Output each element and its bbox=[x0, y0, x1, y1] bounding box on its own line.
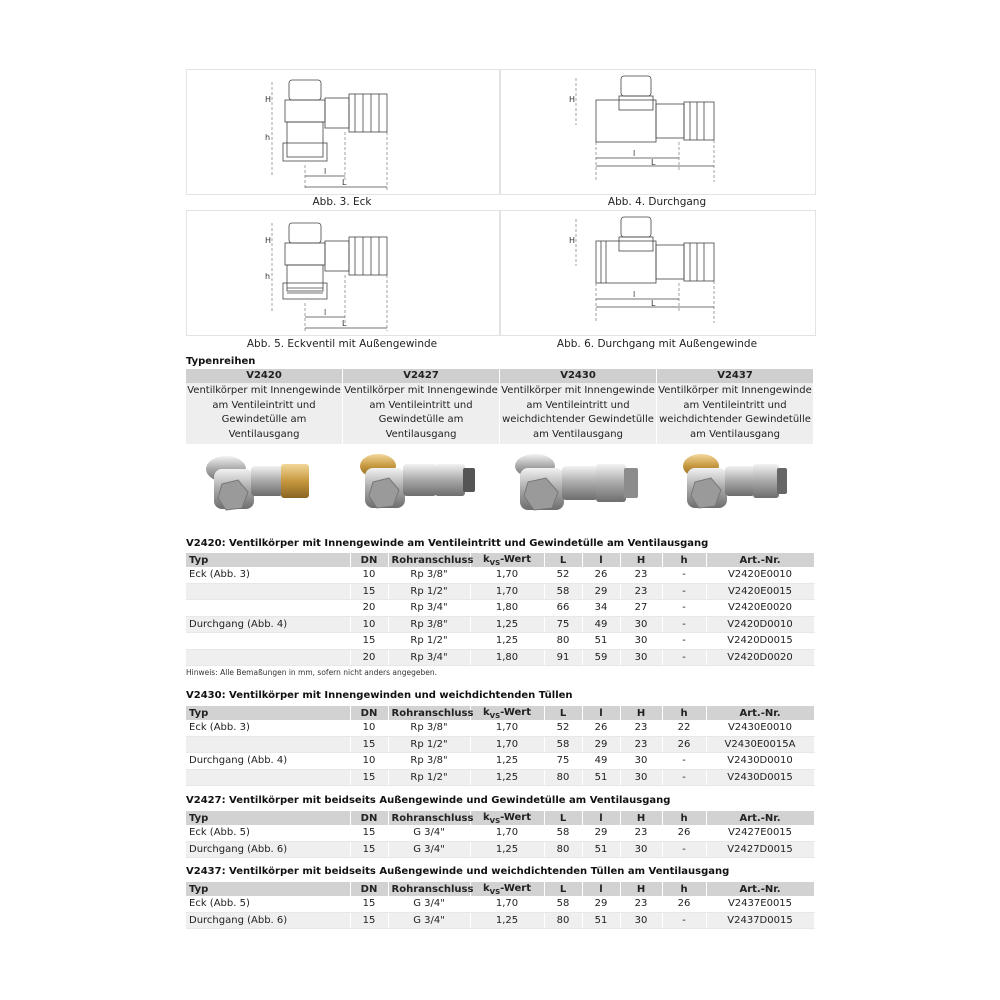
table-row bbox=[186, 736, 814, 753]
desc-line: Ventilausgang bbox=[228, 428, 300, 440]
cell-artnr: V2427E0015 bbox=[706, 825, 814, 841]
cell-h: - bbox=[662, 616, 706, 633]
cell-l: 29 bbox=[582, 736, 620, 753]
desc-line: Ventilkörper mit Innengewinde bbox=[344, 385, 498, 396]
dim-l-label: l bbox=[633, 149, 636, 158]
col-header-H: H bbox=[620, 706, 662, 720]
series-description bbox=[657, 383, 814, 444]
cell-artnr: V2437D0015 bbox=[706, 912, 814, 929]
cell-H: 23 bbox=[620, 567, 662, 583]
kvs-k: k bbox=[483, 882, 490, 894]
angle-valve-external-thread-drawing bbox=[187, 211, 499, 335]
cell-h: 26 bbox=[662, 896, 706, 912]
cell-rohranschluss: Rp 3/8" bbox=[388, 720, 470, 736]
col-header-dn: DN bbox=[350, 882, 388, 896]
cell-typ: Durchgang (Abb. 6) bbox=[186, 841, 350, 858]
cell-artnr: V2420E0020 bbox=[706, 600, 814, 617]
kvs-k: k bbox=[483, 811, 490, 823]
col-header-L: L bbox=[544, 882, 582, 896]
cell-dn: 20 bbox=[350, 649, 388, 666]
table-header-row bbox=[186, 706, 814, 720]
cell-h: - bbox=[662, 633, 706, 650]
table-title-v2430: V2430: Ventilkörper mit Innengewinden und weichdichtenden Tüllen bbox=[186, 690, 573, 701]
data-table-v2420 bbox=[186, 553, 815, 666]
cell-typ: Eck (Abb. 5) bbox=[186, 825, 350, 841]
table-row bbox=[186, 753, 814, 770]
cell-h: - bbox=[662, 912, 706, 929]
cell-rohranschluss: Rp 3/8" bbox=[388, 616, 470, 633]
desc-line: Gewindetülle am bbox=[221, 414, 307, 425]
col-header-artnr: Art.-Nr. bbox=[706, 811, 814, 825]
cell-rohranschluss: G 3/4" bbox=[388, 912, 470, 929]
col-header-H: H bbox=[620, 553, 662, 567]
cell-l: 49 bbox=[582, 753, 620, 770]
series-code: V2437 bbox=[657, 369, 814, 383]
series-column bbox=[657, 369, 814, 529]
cell-typ: Durchgang (Abb. 4) bbox=[186, 616, 350, 633]
series-column bbox=[343, 369, 500, 529]
cell-artnr: V2420E0015 bbox=[706, 583, 814, 600]
figure-abb6 bbox=[500, 210, 816, 336]
desc-line: am Ventileintritt und bbox=[526, 399, 630, 411]
col-header-l: l bbox=[582, 811, 620, 825]
table-header-row bbox=[186, 811, 814, 825]
cell-dn: 10 bbox=[350, 616, 388, 633]
cell-L: 91 bbox=[544, 649, 582, 666]
cell-typ bbox=[186, 649, 350, 666]
desc-line: Gewindetülle am bbox=[378, 414, 464, 425]
cell-dn: 15 bbox=[350, 896, 388, 912]
dim-H-label: H bbox=[265, 95, 272, 104]
cell-kvs: 1,80 bbox=[470, 649, 544, 666]
valve-photo-v2437 bbox=[657, 444, 814, 529]
series-description bbox=[500, 383, 657, 444]
cell-dn: 15 bbox=[350, 841, 388, 858]
cell-rohranschluss: Rp 3/8" bbox=[388, 567, 470, 583]
table-row bbox=[186, 633, 814, 650]
note: Hinweis: Alle Bemaßungen in mm, sofern nicht anders angegeben. bbox=[186, 668, 438, 677]
cell-L: 75 bbox=[544, 753, 582, 770]
caption-abb5: Abb. 5. Eckventil mit Außengewinde bbox=[246, 338, 438, 350]
typenreihen-title: Typenreihen bbox=[186, 356, 256, 367]
cell-L: 66 bbox=[544, 600, 582, 617]
cell-artnr: V2430E0010 bbox=[706, 720, 814, 736]
cell-L: 52 bbox=[544, 720, 582, 736]
col-header-typ: Typ bbox=[186, 811, 350, 825]
cell-l: 51 bbox=[582, 912, 620, 929]
cell-l: 26 bbox=[582, 567, 620, 583]
valve-photo-v2427 bbox=[343, 444, 500, 529]
cell-L: 80 bbox=[544, 633, 582, 650]
dim-H-label: H bbox=[569, 236, 576, 245]
cell-L: 52 bbox=[544, 567, 582, 583]
cell-L: 58 bbox=[544, 825, 582, 841]
dim-H-label: H bbox=[265, 236, 272, 245]
cell-kvs: 1,70 bbox=[470, 825, 544, 841]
col-header-H: H bbox=[620, 811, 662, 825]
series-column bbox=[186, 369, 343, 529]
angle-valve-drawing bbox=[187, 70, 499, 194]
figure-abb4 bbox=[500, 69, 816, 195]
cell-L: 58 bbox=[544, 736, 582, 753]
cell-rohranschluss: Rp 1/2" bbox=[388, 583, 470, 600]
table-row bbox=[186, 600, 814, 617]
col-header-rohranschluss: Rohranschluss bbox=[388, 882, 470, 896]
cell-L: 58 bbox=[544, 896, 582, 912]
kvs-sub: VS bbox=[489, 816, 501, 825]
cell-artnr: V2430D0010 bbox=[706, 753, 814, 770]
cell-l: 29 bbox=[582, 583, 620, 600]
cell-l: 49 bbox=[582, 616, 620, 633]
cell-l: 29 bbox=[582, 896, 620, 912]
desc-line: Ventilkörper mit Innengewinde bbox=[501, 385, 655, 396]
col-header-H: H bbox=[620, 882, 662, 896]
kvs-k: k bbox=[483, 553, 490, 565]
col-header-h: h bbox=[662, 553, 706, 567]
dim-L-label: L bbox=[651, 299, 656, 308]
cell-H: 30 bbox=[620, 841, 662, 858]
series-description bbox=[186, 383, 343, 444]
valve-photo-v2430 bbox=[500, 444, 657, 529]
table-row bbox=[186, 912, 814, 929]
table-header-row bbox=[186, 882, 814, 896]
cell-rohranschluss: Rp 1/2" bbox=[388, 769, 470, 786]
cell-dn: 15 bbox=[350, 769, 388, 786]
kvs-sub: VS bbox=[489, 711, 501, 720]
figure-abb5 bbox=[186, 210, 500, 336]
straight-valve-drawing bbox=[501, 70, 815, 194]
col-header-rohranschluss: Rohranschluss bbox=[388, 811, 470, 825]
dim-h-label: h bbox=[265, 133, 271, 142]
col-header-l: l bbox=[582, 882, 620, 896]
dim-L-label: L bbox=[342, 178, 347, 187]
dim-l-label: l bbox=[324, 167, 327, 176]
table-title-v2437: V2437: Ventilkörper mit beidseits Außengewinde und weichdichtenden Tüllen am Ventilausgang bbox=[186, 866, 730, 877]
cell-L: 75 bbox=[544, 616, 582, 633]
series-column bbox=[500, 369, 657, 529]
cell-H: 30 bbox=[620, 616, 662, 633]
data-table-v2427 bbox=[186, 811, 815, 858]
kvs-rest: -Wert bbox=[500, 553, 531, 565]
cell-H: 23 bbox=[620, 583, 662, 600]
cell-artnr: V2420D0015 bbox=[706, 633, 814, 650]
cell-typ: Eck (Abb. 3) bbox=[186, 567, 350, 583]
dim-L-label: L bbox=[651, 158, 656, 167]
cell-l: 29 bbox=[582, 825, 620, 841]
kvs-sub: VS bbox=[489, 887, 501, 896]
cell-L: 58 bbox=[544, 583, 582, 600]
cell-dn: 10 bbox=[350, 720, 388, 736]
dim-l-label: l bbox=[324, 308, 327, 317]
cell-rohranschluss: Rp 3/4" bbox=[388, 649, 470, 666]
cell-typ: Durchgang (Abb. 6) bbox=[186, 912, 350, 929]
desc-line: am Ventileintritt und bbox=[369, 399, 473, 411]
cell-dn: 15 bbox=[350, 736, 388, 753]
cell-artnr: V2427D0015 bbox=[706, 841, 814, 858]
cell-H: 27 bbox=[620, 600, 662, 617]
cell-L: 80 bbox=[544, 912, 582, 929]
cell-H: 30 bbox=[620, 753, 662, 770]
col-header-h: h bbox=[662, 706, 706, 720]
col-header-artnr: Art.-Nr. bbox=[706, 553, 814, 567]
cell-rohranschluss: Rp 1/2" bbox=[388, 633, 470, 650]
cell-dn: 10 bbox=[350, 753, 388, 770]
cell-h: - bbox=[662, 753, 706, 770]
series-grid bbox=[186, 369, 814, 529]
desc-line: weichdichtender Gewindetülle bbox=[502, 414, 654, 425]
cell-h: 26 bbox=[662, 736, 706, 753]
col-header-artnr: Art.-Nr. bbox=[706, 882, 814, 896]
desc-line: am Ventileintritt und bbox=[683, 399, 787, 411]
desc-line: am Ventilausgang bbox=[690, 428, 780, 440]
cell-kvs: 1,70 bbox=[470, 567, 544, 583]
cell-dn: 15 bbox=[350, 583, 388, 600]
cell-kvs: 1,70 bbox=[470, 896, 544, 912]
cell-artnr: V2420E0010 bbox=[706, 567, 814, 583]
cell-H: 30 bbox=[620, 649, 662, 666]
table-row bbox=[186, 720, 814, 736]
series-description bbox=[343, 383, 500, 444]
cell-dn: 15 bbox=[350, 912, 388, 929]
cell-l: 51 bbox=[582, 841, 620, 858]
cell-typ bbox=[186, 736, 350, 753]
data-table-v2430 bbox=[186, 706, 815, 786]
col-header-L: L bbox=[544, 553, 582, 567]
table-row bbox=[186, 567, 814, 583]
cell-rohranschluss: Rp 3/8" bbox=[388, 753, 470, 770]
desc-line: Ventilkörper mit Innengewinde bbox=[658, 385, 812, 396]
col-header-dn: DN bbox=[350, 553, 388, 567]
table-row bbox=[186, 896, 814, 912]
col-header-rohranschluss: Rohranschluss bbox=[388, 706, 470, 720]
col-header-h: h bbox=[662, 882, 706, 896]
cell-h: - bbox=[662, 600, 706, 617]
cell-typ bbox=[186, 769, 350, 786]
kvs-sub: VS bbox=[489, 558, 501, 567]
cell-rohranschluss: G 3/4" bbox=[388, 896, 470, 912]
kvs-k: k bbox=[483, 706, 490, 718]
col-header-L: L bbox=[544, 706, 582, 720]
cell-rohranschluss: G 3/4" bbox=[388, 841, 470, 858]
cell-l: 59 bbox=[582, 649, 620, 666]
cell-rohranschluss: Rp 1/2" bbox=[388, 736, 470, 753]
cell-l: 51 bbox=[582, 633, 620, 650]
cell-kvs: 1,25 bbox=[470, 912, 544, 929]
col-header-kvs bbox=[470, 811, 544, 825]
kvs-rest: -Wert bbox=[500, 882, 531, 894]
cell-kvs: 1,25 bbox=[470, 841, 544, 858]
table-row bbox=[186, 825, 814, 841]
cell-rohranschluss: G 3/4" bbox=[388, 825, 470, 841]
col-header-l: l bbox=[582, 706, 620, 720]
cell-typ: Eck (Abb. 3) bbox=[186, 720, 350, 736]
desc-line: weichdichtender Gewindetülle bbox=[659, 414, 811, 425]
desc-line: am Ventileintritt und bbox=[212, 399, 316, 411]
data-table-v2437 bbox=[186, 882, 815, 929]
series-code: V2427 bbox=[343, 369, 500, 383]
cell-typ: Durchgang (Abb. 4) bbox=[186, 753, 350, 770]
col-header-dn: DN bbox=[350, 811, 388, 825]
cell-kvs: 1,80 bbox=[470, 600, 544, 617]
col-header-typ: Typ bbox=[186, 553, 350, 567]
cell-kvs: 1,70 bbox=[470, 583, 544, 600]
table-title-v2427: V2427: Ventilkörper mit beidseits Außengewinde und Gewindetülle am Ventilausgang bbox=[186, 795, 671, 806]
cell-kvs: 1,70 bbox=[470, 736, 544, 753]
cell-artnr: V2430D0015 bbox=[706, 769, 814, 786]
caption-abb4: Abb. 4. Durchgang bbox=[607, 196, 707, 208]
col-header-kvs bbox=[470, 553, 544, 567]
desc-line: am Ventilausgang bbox=[533, 428, 623, 440]
table-title-v2420: V2420: Ventilkörper mit Innengewinde am Ventileintritt und Gewindetülle am Ventilausgang bbox=[186, 538, 709, 549]
dim-H-label: H bbox=[569, 95, 576, 104]
kvs-rest: -Wert bbox=[500, 811, 531, 823]
table-row bbox=[186, 769, 814, 786]
cell-dn: 15 bbox=[350, 633, 388, 650]
cell-dn: 10 bbox=[350, 567, 388, 583]
caption-abb3: Abb. 3. Eck bbox=[312, 196, 372, 208]
figure-abb3 bbox=[186, 69, 500, 195]
series-code: V2420 bbox=[186, 369, 343, 383]
cell-H: 30 bbox=[620, 633, 662, 650]
table-row bbox=[186, 616, 814, 633]
dim-L-label: L bbox=[342, 319, 347, 328]
cell-h: - bbox=[662, 649, 706, 666]
cell-H: 23 bbox=[620, 896, 662, 912]
col-header-rohranschluss: Rohranschluss bbox=[388, 553, 470, 567]
cell-h: - bbox=[662, 567, 706, 583]
cell-H: 30 bbox=[620, 912, 662, 929]
cell-h: - bbox=[662, 841, 706, 858]
table-row bbox=[186, 583, 814, 600]
cell-kvs: 1,70 bbox=[470, 720, 544, 736]
cell-artnr: V2420D0020 bbox=[706, 649, 814, 666]
cell-artnr: V2430E0015A bbox=[706, 736, 814, 753]
col-header-dn: DN bbox=[350, 706, 388, 720]
cell-artnr: V2420D0010 bbox=[706, 616, 814, 633]
cell-typ bbox=[186, 583, 350, 600]
cell-dn: 20 bbox=[350, 600, 388, 617]
col-header-artnr: Art.-Nr. bbox=[706, 706, 814, 720]
cell-dn: 15 bbox=[350, 825, 388, 841]
cell-L: 80 bbox=[544, 769, 582, 786]
caption-abb6: Abb. 6. Durchgang mit Außengewinde bbox=[556, 338, 758, 350]
col-header-l: l bbox=[582, 553, 620, 567]
series-code: V2430 bbox=[500, 369, 657, 383]
cell-L: 80 bbox=[544, 841, 582, 858]
cell-rohranschluss: Rp 3/4" bbox=[388, 600, 470, 617]
desc-line: Ventilkörper mit Innengewinde bbox=[187, 385, 341, 396]
cell-typ bbox=[186, 633, 350, 650]
table-row bbox=[186, 649, 814, 666]
cell-H: 23 bbox=[620, 825, 662, 841]
cell-l: 34 bbox=[582, 600, 620, 617]
col-header-typ: Typ bbox=[186, 706, 350, 720]
cell-H: 23 bbox=[620, 720, 662, 736]
cell-l: 51 bbox=[582, 769, 620, 786]
desc-line: Ventilausgang bbox=[385, 428, 457, 440]
straight-valve-external-thread-drawing bbox=[501, 211, 815, 335]
col-header-L: L bbox=[544, 811, 582, 825]
table-header-row bbox=[186, 553, 814, 567]
cell-kvs: 1,25 bbox=[470, 616, 544, 633]
cell-h: 26 bbox=[662, 825, 706, 841]
cell-h: 22 bbox=[662, 720, 706, 736]
kvs-rest: -Wert bbox=[500, 706, 531, 718]
cell-typ bbox=[186, 600, 350, 617]
cell-typ: Eck (Abb. 5) bbox=[186, 896, 350, 912]
dim-l-label: l bbox=[633, 290, 636, 299]
dim-h-label: h bbox=[265, 272, 271, 281]
valve-photo-v2420 bbox=[186, 444, 343, 529]
cell-h: - bbox=[662, 769, 706, 786]
cell-H: 23 bbox=[620, 736, 662, 753]
cell-l: 26 bbox=[582, 720, 620, 736]
col-header-kvs bbox=[470, 882, 544, 896]
cell-H: 30 bbox=[620, 769, 662, 786]
col-header-kvs bbox=[470, 706, 544, 720]
cell-artnr: V2437E0015 bbox=[706, 896, 814, 912]
col-header-h: h bbox=[662, 811, 706, 825]
cell-kvs: 1,25 bbox=[470, 753, 544, 770]
col-header-typ: Typ bbox=[186, 882, 350, 896]
cell-kvs: 1,25 bbox=[470, 769, 544, 786]
table-row bbox=[186, 841, 814, 858]
cell-kvs: 1,25 bbox=[470, 633, 544, 650]
cell-h: - bbox=[662, 583, 706, 600]
